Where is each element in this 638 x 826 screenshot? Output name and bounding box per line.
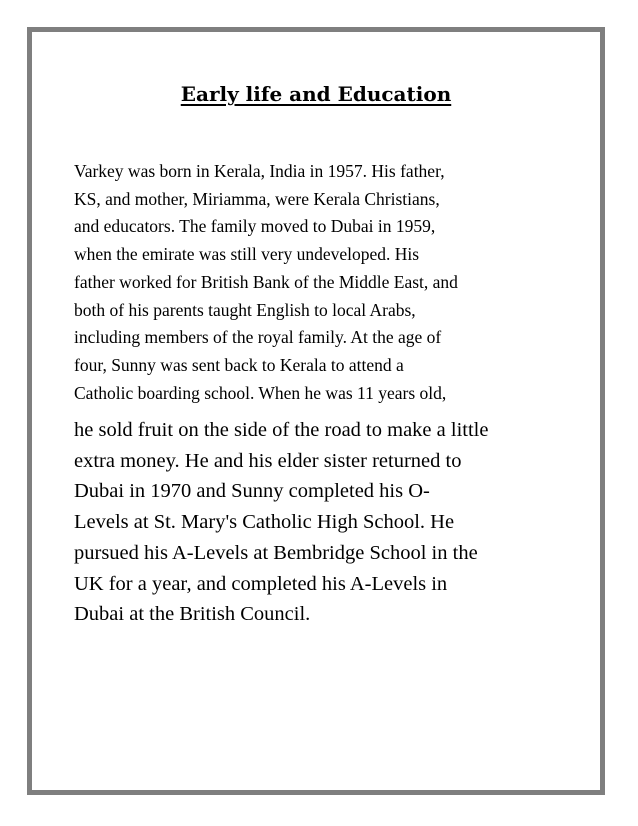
text-line: UK for a year, and completed his A-Levels in xyxy=(74,572,448,595)
text-line: Levels at St. Mary's Catholic High School. He xyxy=(74,511,455,534)
text-line: Dubai at the British Council. xyxy=(74,603,311,626)
text-line: he sold fruit on the side of the road to make a little xyxy=(74,419,489,441)
text-line: Catholic boarding school. When he was 11 years old, xyxy=(74,382,447,403)
text-line: pursued his A-Levels at Bembridge School in the xyxy=(74,541,478,564)
text-line: and educators. The family moved to Dubai in 1959, xyxy=(74,216,436,237)
text-line: father worked for British Bank of the Middle East, and xyxy=(74,271,458,292)
text-line: both of his parents taught English to local Arabs, xyxy=(74,299,416,320)
body-paragraph-part-1 xyxy=(74,158,574,407)
text-line: four, Sunny was sent back to Kerala to attend a xyxy=(74,354,404,375)
document-title: Early life and Education xyxy=(180,82,452,106)
text-line: Varkey was born in Kerala, India in 1957. His father, xyxy=(74,161,445,181)
body-paragraph-part-2 xyxy=(74,415,574,630)
page-frame xyxy=(27,27,605,795)
text-line: Dubai in 1970 and Sunny completed his O- xyxy=(74,480,430,503)
text-line: KS, and mother, Miriamma, were Kerala Christians, xyxy=(74,188,440,209)
text-line: extra money. He and his elder sister returned to xyxy=(74,449,462,472)
text-line: including members of the royal family. At the age of xyxy=(74,327,442,348)
text-line: when the emirate was still very undeveloped. His xyxy=(74,244,420,265)
